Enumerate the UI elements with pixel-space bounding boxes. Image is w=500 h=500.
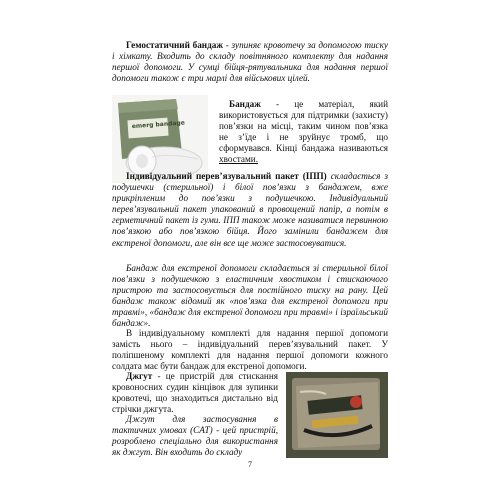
text-emergency-bandage: Бандаж для екстреної допомоги складається зі стерильної білої пов’язки з подушечкою з еластичним хвостиком і стискаючого пристрою та застосовується для постійного тиску на рану. Цей бандаж також відомий як «пов’язка для екстреної допомоги при травмі», «бандаж для екстреної допомоги при травмі» і ізраїльський бандаж». — [112, 263, 388, 329]
text-cat-tourniquet: Джгут для застосування в тактичних умовах (CAT) - цей пристрій, розроблено спеціально для використання як джгут. Він входить до складу — [112, 414, 278, 458]
bandage-photo — [112, 95, 208, 183]
paragraph-individual-dressing-pack — [112, 171, 388, 249]
paragraph-emergency-bandage — [112, 263, 388, 330]
tourniquet-photo — [286, 372, 388, 458]
page-number: 7 — [248, 460, 252, 469]
paragraph-cat-tourniquet — [112, 414, 278, 458]
term-tourniquet: Джгут — [126, 371, 153, 381]
paragraph-tourniquet — [112, 371, 278, 415]
text-individual-dressing-pack: складається з подушечки (стерильної) і білої пов’язки з бандажем, вже прикріпленим до пов’язки з подушечкою. Індивідуальний перев’язувальний пакет упакований в провощений папір, а потім в герметичний пакет із гуми. ІПП також може називатися первинною пов’язкою або пов’язкою бійця. Його замінили бандажем для екстреної допомоги, але він все ще може застосовуватися. — [112, 171, 388, 248]
term-tails: хвостами. — [219, 154, 259, 165]
term-hemostatic-bandage: Гемостатичний бандаж — [126, 40, 223, 50]
bandage-logo: emerg bandage — [131, 119, 186, 131]
text-first-aid-kit: В індивідуальному комплекті для надання першої допомоги замість нього – індивідуальний перев’язувальний пакет. У поліпшеному комплекті для надання першої допомоги кожного солдата має бути бандаж для екстреної допомоги. — [112, 328, 388, 372]
text-bandage: - це матеріал, який використовується для підтримки (захисту) пов’язки на місці, таким чином пов’язка не з’їде і не зруйнує тромб, що сформувався. Кінці бандажа називаються — [219, 99, 388, 154]
paragraph-bandage — [219, 99, 388, 166]
paragraph-hemostatic-bandage — [112, 40, 388, 84]
term-individual-dressing-pack: Індивідуальний перев’язувальний пакет (ІПП) — [126, 171, 327, 181]
text-tourniquet: - це пристрій для стискання кровоносних судин кінцівок для зупинки кровотечі, що знаходиться дистально від стрічки джгута. — [112, 371, 278, 415]
text-hemostatic-bandage: - зупиняє кровотечу за допомогою тиску і хімкату. Входить до складу повітняного комплекту для надання першої допомоги. У сумці бійця-рятувальника для надання першої допомоги також є три марлі для військових цілей. — [112, 40, 389, 84]
paragraph-first-aid-kit — [112, 328, 388, 372]
term-bandage: Бандаж — [229, 99, 261, 109]
